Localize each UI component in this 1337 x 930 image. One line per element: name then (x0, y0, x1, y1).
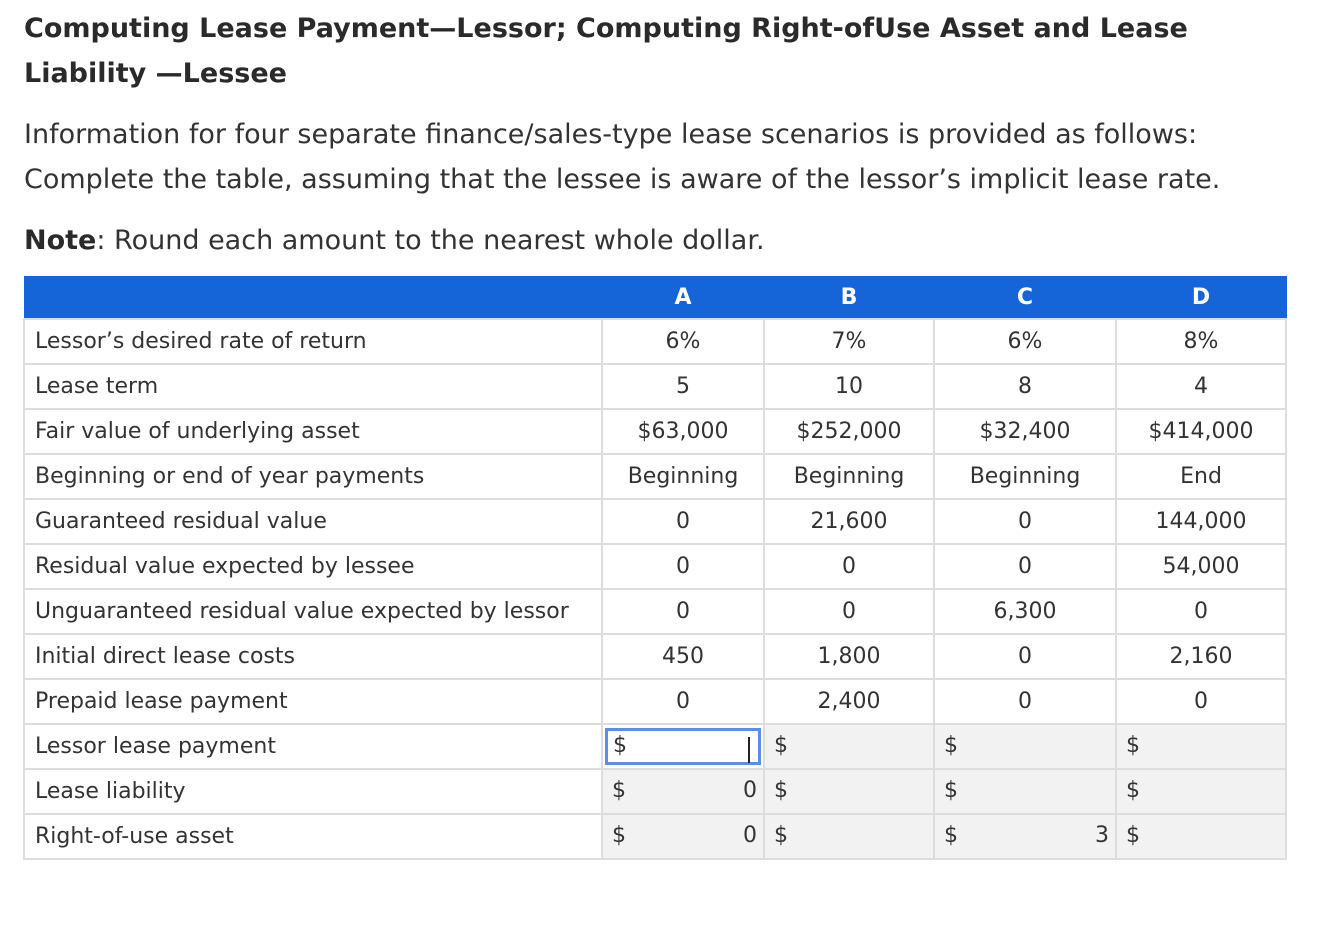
lease-liability-d-input[interactable] (1116, 769, 1286, 814)
right-of-use-asset-a-input[interactable] (602, 814, 764, 859)
cell-value: $414,000 (1116, 409, 1286, 454)
dollar-sign: $ (774, 733, 788, 758)
input-value: 0 (743, 778, 757, 803)
cell-value: 6% (934, 319, 1116, 364)
table-row-lease-liability (24, 769, 1286, 814)
right-of-use-asset-d-input[interactable] (1116, 814, 1286, 859)
header-blank (24, 277, 602, 320)
table-row (24, 409, 1286, 454)
cell-value: 10 (764, 364, 934, 409)
text-cursor (748, 737, 750, 763)
cell-value: Beginning (602, 454, 764, 499)
table-header-row (24, 277, 1286, 320)
cell-value: 0 (1116, 589, 1286, 634)
row-label: Lessor’s desired rate of return (24, 319, 602, 364)
input-value: 3 (1095, 823, 1109, 848)
table-row-right-of-use-asset (24, 814, 1286, 859)
cell-value: 2,160 (1116, 634, 1286, 679)
cell-value: $63,000 (602, 409, 764, 454)
cell-value: 21,600 (764, 499, 934, 544)
cell-value: 0 (934, 679, 1116, 724)
table-row (24, 589, 1286, 634)
cell-value: 0 (602, 679, 764, 724)
cell-value: 7% (764, 319, 934, 364)
header-col-c: C (934, 277, 1116, 320)
intro-text: Information for four separate finance/sales-type lease scenarios is provided as follows: Complete the table, assuming that the lessee is aware of the lessor’s implicit lease rate. (24, 119, 1221, 195)
cell-value: 6% (602, 319, 764, 364)
row-label: Fair value of underlying asset (24, 409, 602, 454)
cell-value: 5 (602, 364, 764, 409)
table-row-lessor-lease-payment (24, 724, 1286, 769)
cell-value: 0 (934, 499, 1116, 544)
cell-value: 0 (602, 544, 764, 589)
table-row (24, 679, 1286, 724)
cell-value: 0 (1116, 679, 1286, 724)
cell-value: 8 (934, 364, 1116, 409)
lessor-lease-payment-c-input[interactable] (934, 724, 1116, 769)
dollar-sign: $ (944, 733, 958, 758)
table-row (24, 544, 1286, 589)
cell-value: $32,400 (934, 409, 1116, 454)
dollar-sign: $ (1126, 778, 1140, 803)
answer-input-focused[interactable] (605, 728, 761, 765)
header-col-d: D (1116, 277, 1286, 320)
row-label: Beginning or end of year payments (24, 454, 602, 499)
cell-value: 54,000 (1116, 544, 1286, 589)
lease-table (23, 276, 1287, 860)
cell-value: 450 (602, 634, 764, 679)
cell-value: Beginning (764, 454, 934, 499)
cell-value: 0 (764, 544, 934, 589)
row-label: Right-of-use asset (24, 814, 602, 859)
cell-value: 8% (1116, 319, 1286, 364)
lessor-lease-payment-a-input[interactable] (602, 724, 764, 769)
right-of-use-asset-c-input[interactable] (934, 814, 1116, 859)
table-row (24, 319, 1286, 364)
lease-liability-c-input[interactable] (934, 769, 1116, 814)
dollar-sign: $ (612, 778, 626, 803)
cell-value: 0 (934, 544, 1116, 589)
note-body: : Round each amount to the nearest whole dollar. (96, 225, 765, 256)
dollar-sign: $ (613, 733, 627, 758)
cell-value: 2,400 (764, 679, 934, 724)
row-label: Initial direct lease costs (24, 634, 602, 679)
dollar-sign: $ (944, 823, 958, 848)
dollar-sign: $ (1126, 823, 1140, 848)
lease-liability-b-input[interactable] (764, 769, 934, 814)
right-of-use-asset-b-input[interactable] (764, 814, 934, 859)
row-label: Prepaid lease payment (24, 679, 602, 724)
cell-value: 144,000 (1116, 499, 1286, 544)
lessor-lease-payment-d-input[interactable] (1116, 724, 1286, 769)
cell-value: 0 (602, 589, 764, 634)
cell-value: End (1116, 454, 1286, 499)
table-row (24, 634, 1286, 679)
cell-value: 4 (1116, 364, 1286, 409)
note-text (24, 218, 1314, 263)
lease-liability-a-input[interactable] (602, 769, 764, 814)
note-label: Note (24, 225, 97, 256)
row-label: Lease term (24, 364, 602, 409)
cell-value: 6,300 (934, 589, 1116, 634)
row-label: Residual value expected by lessee (24, 544, 602, 589)
row-label: Lessor lease payment (24, 724, 602, 769)
lessor-lease-payment-b-input[interactable] (764, 724, 934, 769)
dollar-sign: $ (774, 778, 788, 803)
row-label: Lease liability (24, 769, 602, 814)
table-row (24, 454, 1286, 499)
input-value: 0 (743, 823, 757, 848)
header-col-b: B (764, 277, 934, 320)
cell-value: $252,000 (764, 409, 934, 454)
table-row (24, 499, 1286, 544)
table-row (24, 364, 1286, 409)
dollar-sign: $ (774, 823, 788, 848)
header-col-a: A (602, 277, 764, 320)
dollar-sign: $ (944, 778, 958, 803)
row-label: Unguaranteed residual value expected by lessor (24, 589, 602, 634)
cell-value: 0 (764, 589, 934, 634)
cell-value: Beginning (934, 454, 1116, 499)
cell-value: 1,800 (764, 634, 934, 679)
row-label: Guaranteed residual value (24, 499, 602, 544)
page-title: Computing Lease Payment—Lessor; Computing Right-ofUse Asset and Lease Liability —Lessee (24, 13, 1188, 89)
cell-value: 0 (602, 499, 764, 544)
dollar-sign: $ (612, 823, 626, 848)
cell-value: 0 (934, 634, 1116, 679)
dollar-sign: $ (1126, 733, 1140, 758)
